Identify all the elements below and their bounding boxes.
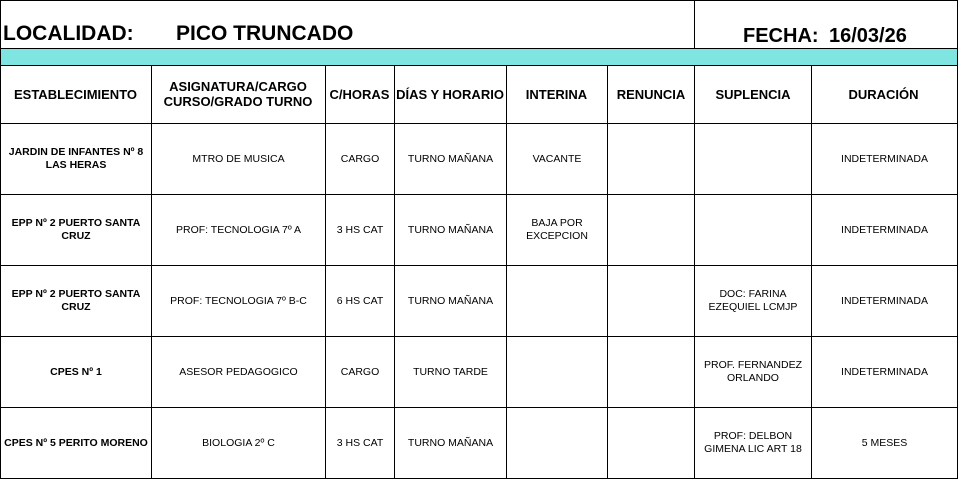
cell-renuncia [608, 408, 694, 478]
cell-dias-horario: TURNO MAÑANA [407, 223, 494, 236]
cell-duracion: INDETERMINADA [841, 152, 928, 165]
cell-establecimiento: EPP Nº 2 PUERTO SANTA CRUZ [11, 217, 141, 242]
col-header-asignatura-line2: CURSO/GRADO TURNO [163, 94, 313, 109]
cell-dias-horario: TURNO TARDE [413, 365, 488, 378]
cell-renuncia [608, 266, 694, 336]
grid-line [0, 0, 958, 1]
cell-suplencia: PROF. FERNANDEZ ORLANDO [703, 359, 802, 384]
cell-c-horas: 3 HS CAT [336, 436, 384, 449]
cell-suplencia [695, 195, 811, 265]
col-header-c-horas: C/HORAS [329, 86, 390, 102]
cell-establecimiento: CPES Nº 1 [50, 365, 102, 378]
fecha-value: 16/03/26 [829, 24, 907, 47]
cell-dias-horario: TURNO MAÑANA [407, 294, 494, 307]
cell-asignatura: MTRO DE MUSICA [192, 152, 285, 165]
cell-duracion: INDETERMINADA [841, 294, 928, 307]
separator-band [0, 48, 958, 65]
cell-dias-horario: TURNO MAÑANA [407, 152, 494, 165]
fecha-label: FECHA: [743, 24, 819, 47]
cell-establecimiento: CPES Nº 5 PERITO MORENO [4, 436, 148, 449]
cell-renuncia [608, 337, 694, 407]
col-header-asignatura [151, 65, 325, 123]
cell-dias-horario: TURNO MAÑANA [407, 436, 494, 449]
cell-suplencia: DOC: FARINA EZEQUIEL LCMJP [708, 288, 798, 313]
grid-line [694, 0, 695, 48]
cell-interina [507, 337, 607, 407]
col-header-dias-horario: DÍAS Y HORARIO [396, 86, 504, 102]
cell-interina: VACANTE [532, 152, 582, 165]
cell-c-horas: CARGO [340, 152, 380, 165]
cell-renuncia [608, 124, 694, 194]
cell-duracion: INDETERMINADA [841, 365, 928, 378]
cell-asignatura: ASESOR PEDAGOGICO [179, 365, 298, 378]
cell-duracion: 5 MESES [861, 436, 908, 449]
localidad-value: PICO TRUNCADO [176, 22, 354, 45]
cell-suplencia [695, 124, 811, 194]
cell-interina [507, 408, 607, 478]
cell-asignatura: PROF: TECNOLOGIA 7º B-C [170, 294, 307, 307]
col-header-interina: INTERINA [525, 86, 588, 102]
cell-c-horas: 3 HS CAT [336, 223, 384, 236]
cell-suplencia: PROF: DELBON GIMENA LIC ART 18 [704, 430, 802, 455]
col-header-duracion: DURACIÓN [848, 86, 919, 102]
col-header-renuncia: RENUNCIA [616, 86, 686, 102]
grid-line [0, 478, 958, 479]
cell-establecimiento: EPP Nº 2 PUERTO SANTA CRUZ [11, 288, 141, 313]
cell-interina: BAJA POR EXCEPCION [526, 217, 588, 242]
cell-duracion: INDETERMINADA [841, 223, 928, 236]
cell-c-horas: CARGO [340, 365, 380, 378]
col-header-establecimiento: ESTABLECIMIENTO [13, 86, 138, 102]
col-header-asignatura-line1: ASIGNATURA/CARGO [169, 79, 307, 94]
cell-asignatura: BIOLOGIA 2º C [202, 436, 275, 449]
grid-line [0, 48, 958, 49]
cell-renuncia [608, 195, 694, 265]
cell-establecimiento: JARDIN DE INFANTES Nº 8 LAS HERAS [8, 146, 144, 171]
col-header-suplencia: SUPLENCIA [715, 86, 791, 102]
cell-c-horas: 6 HS CAT [336, 294, 384, 307]
cell-interina [507, 266, 607, 336]
localidad-label: LOCALIDAD: [3, 22, 134, 45]
cell-asignatura: PROF: TECNOLOGIA 7º A [175, 223, 301, 236]
grid-line [957, 0, 958, 479]
grid-line [0, 65, 958, 66]
